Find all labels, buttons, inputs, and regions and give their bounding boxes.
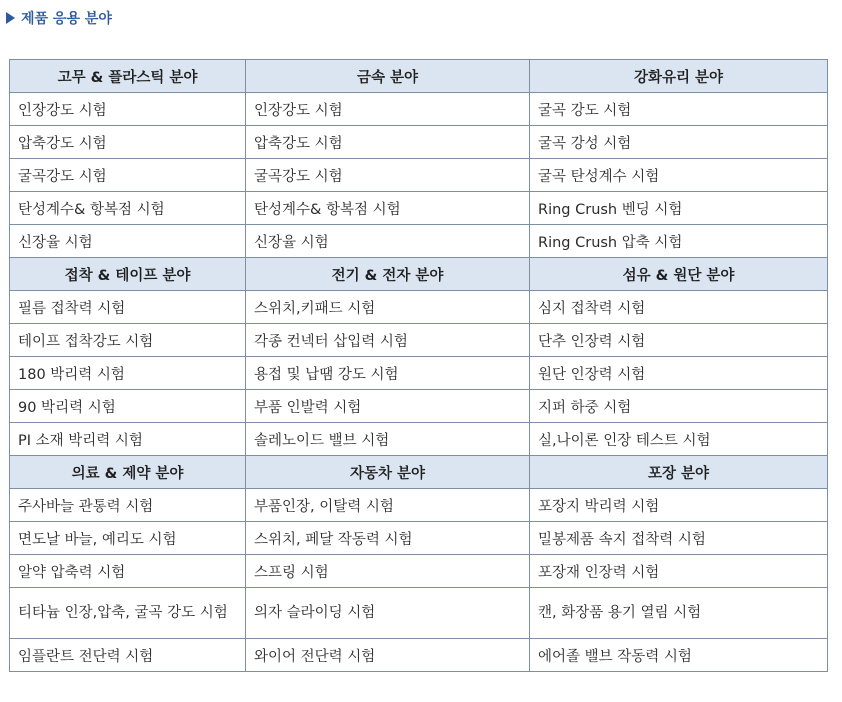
test-item-cell: 180 박리력 시험 [10, 357, 246, 390]
test-item-cell: 알약 압축력 시험 [10, 555, 246, 588]
table-row [10, 357, 828, 390]
test-item-cell: 주사바늘 관통력 시험 [10, 489, 246, 522]
test-item-cell: 압축강도 시험 [10, 126, 246, 159]
test-item-cell: 포장지 박리력 시험 [530, 489, 828, 522]
category-header-row [10, 60, 828, 93]
test-item-cell: 압축강도 시험 [246, 126, 530, 159]
table-row [10, 225, 828, 258]
table-row [10, 291, 828, 324]
category-header-row [10, 456, 828, 489]
test-item-cell: 굴곡강도 시험 [246, 159, 530, 192]
table-row [10, 93, 828, 126]
table-row [10, 324, 828, 357]
section-title [6, 8, 112, 28]
test-item-cell: 심지 접착력 시험 [530, 291, 828, 324]
test-item-cell: 굴곡 강성 시험 [530, 126, 828, 159]
test-item-cell: 스위치,키패드 시험 [246, 291, 530, 324]
test-item-cell: 부품 인발력 시험 [246, 390, 530, 423]
category-header: 금속 분야 [246, 60, 530, 93]
test-item-cell: 굴곡 강도 시험 [530, 93, 828, 126]
test-item-cell: 지퍼 하중 시험 [530, 390, 828, 423]
test-item-cell: 부품인장, 이탈력 시험 [246, 489, 530, 522]
table-row [10, 639, 828, 672]
table-row [10, 159, 828, 192]
test-item-cell: Ring Crush 벤딩 시험 [530, 192, 828, 225]
category-header: 강화유리 분야 [530, 60, 828, 93]
table-row [10, 555, 828, 588]
category-header: 포장 분야 [530, 456, 828, 489]
test-item-cell: 인장강도 시험 [246, 93, 530, 126]
test-item-cell: 굴곡 탄성계수 시험 [530, 159, 828, 192]
table-row [10, 489, 828, 522]
table-row [10, 588, 828, 639]
test-item-cell: 각종 컨넥터 삽입력 시험 [246, 324, 530, 357]
test-item-cell: 90 박리력 시험 [10, 390, 246, 423]
category-header: 의료 & 제약 분야 [10, 456, 246, 489]
table-row [10, 390, 828, 423]
test-item-cell: 신장율 시험 [10, 225, 246, 258]
triangle-bullet-icon [6, 12, 15, 24]
test-item-cell: 원단 인장력 시험 [530, 357, 828, 390]
category-header: 고무 & 플라스틱 분야 [10, 60, 246, 93]
test-item-cell: 단추 인장력 시험 [530, 324, 828, 357]
category-header: 자동차 분야 [246, 456, 530, 489]
test-item-cell: 테이프 접착강도 시험 [10, 324, 246, 357]
test-item-cell: 의자 슬라이딩 시험 [246, 588, 530, 639]
test-item-cell: 스프링 시험 [246, 555, 530, 588]
test-item-cell: 와이어 전단력 시험 [246, 639, 530, 672]
test-item-cell: 솔레노이드 밸브 시험 [246, 423, 530, 456]
test-item-cell: PI 소재 박리력 시험 [10, 423, 246, 456]
test-item-cell: 탄성계수& 항복점 시험 [246, 192, 530, 225]
test-item-cell: 신장율 시험 [246, 225, 530, 258]
test-item-cell: 스위치, 페달 작동력 시험 [246, 522, 530, 555]
test-item-cell: 에어졸 밸브 작동력 시험 [530, 639, 828, 672]
table-row [10, 522, 828, 555]
test-item-cell: 탄성계수& 항복점 시험 [10, 192, 246, 225]
category-header: 전기 & 전자 분야 [246, 258, 530, 291]
table-row [10, 423, 828, 456]
table-row [10, 126, 828, 159]
test-item-cell: 인장강도 시험 [10, 93, 246, 126]
test-item-cell: 티타늄 인장,압축, 굴곡 강도 시험 [10, 588, 246, 639]
test-item-cell: 포장재 인장력 시험 [530, 555, 828, 588]
test-item-cell: 필름 접착력 시험 [10, 291, 246, 324]
test-item-cell: 실,나이론 인장 테스트 시험 [530, 423, 828, 456]
test-item-cell: Ring Crush 압축 시험 [530, 225, 828, 258]
category-header: 접착 & 테이프 분야 [10, 258, 246, 291]
test-item-cell: 밀봉제품 속지 접착력 시험 [530, 522, 828, 555]
test-item-cell: 캔, 화장품 용기 열림 시험 [530, 588, 828, 639]
category-header-row [10, 258, 828, 291]
test-item-cell: 면도날 바늘, 예리도 시험 [10, 522, 246, 555]
test-item-cell: 용접 및 납땜 강도 시험 [246, 357, 530, 390]
section-title-text: 제품 응용 분야 [21, 11, 112, 27]
test-item-cell: 임플란트 전단력 시험 [10, 639, 246, 672]
test-item-cell: 굴곡강도 시험 [10, 159, 246, 192]
application-table [9, 59, 828, 672]
category-header: 섬유 & 원단 분야 [530, 258, 828, 291]
table-row [10, 192, 828, 225]
